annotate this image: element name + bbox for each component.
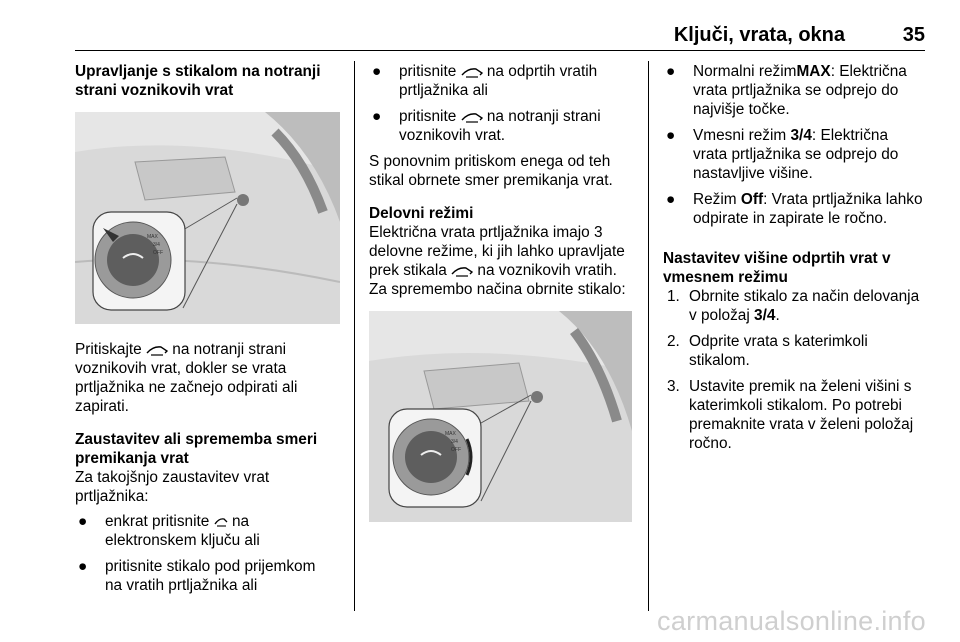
- key-tailgate-icon: [214, 516, 228, 528]
- tailgate-icon: [461, 66, 483, 78]
- label-off: OFF: [153, 250, 163, 256]
- label-max: MAX: [445, 431, 456, 437]
- mode-switch-illustration: [369, 311, 632, 522]
- list-item: 2. Odprite vrata s katerimkoli stikalom.: [667, 333, 868, 369]
- label-off: OFF: [451, 447, 461, 453]
- chapter-title: Ključi, vrata, okna: [673, 24, 845, 46]
- paragraph: Pritiskajte na notranji strani voznikovih vrat, dokler se vrata prtljažnika ne začnejo odpirati ali zapirati.: [75, 341, 298, 415]
- column-3: [663, 62, 928, 460]
- header-rule: [75, 50, 925, 51]
- paragraph: Električna vrata prtljažnika imajo 3 delovne režime, ki jih lahko upravljate prek stikala na voznikovih vratih. Za spremembo načina obrnite stikalo:: [369, 224, 626, 298]
- section-heading: Nastavitev višine odprtih vrat v vmesnem režimu: [663, 250, 891, 286]
- label-3-4: 3/4: [153, 242, 160, 248]
- list-item: ● pritisnite na odprtih vratih prtljažnika ali: [372, 63, 598, 99]
- list-item: ● enkrat pritisnite na elektronskem ključu ali: [78, 513, 260, 549]
- paragraph: Za takojšnjo zaustavitev vrat prtljažnika:: [75, 469, 270, 505]
- column-divider: [648, 61, 649, 611]
- tailgate-icon: [451, 265, 473, 277]
- label-max: MAX: [147, 234, 158, 240]
- list-item: 3. Ustavite premik na želeni višini s katerimkoli stikalom. Po potrebi premaknite vrata v želeni položaj ročno.: [667, 378, 914, 452]
- list-item: 1. Obrnite stikalo za način delovanja v položaj 3/4.: [667, 288, 920, 324]
- list-item: ● pritisnite na notranji strani voznikovih vrat.: [372, 108, 601, 144]
- column-divider: [354, 61, 355, 611]
- page-number: 35: [902, 24, 925, 46]
- tailgate-icon: [461, 111, 483, 123]
- section-heading: Upravljanje s stikalom na notranji strani voznikovih vrat: [75, 63, 321, 99]
- label-3-4: 3/4: [451, 439, 458, 445]
- section-heading: Delovni režimi: [369, 205, 474, 222]
- page-header: [75, 22, 925, 52]
- column-2: [369, 62, 635, 522]
- list-item: ● pritisnite stikalo pod prijemkom na vratih prtljažnika ali: [78, 558, 316, 594]
- paragraph: S ponovnim pritiskom enega od teh stikal obrnete smer premikanja vrat.: [369, 153, 613, 189]
- tailgate-icon: [146, 344, 168, 356]
- list-item: ● Režim Off: Vrata prtljažnika lahko odpirate in zapirate le ročno.: [666, 191, 923, 227]
- door-switch-illustration: [75, 112, 340, 324]
- list-item: ● Normalni režimMAX: Električna vrata prtljažnika se odprejo do najvišje točke.: [666, 63, 907, 118]
- list-item: ● Vmesni režim 3/4: Električna vrata prtljažnika se odprejo do nastavljive višine.: [666, 127, 899, 182]
- section-heading: Zaustavitev ali sprememba smeri premikanja vrat: [75, 431, 318, 467]
- column-1: [75, 62, 340, 602]
- watermark: carmanualsonline.info: [657, 606, 926, 636]
